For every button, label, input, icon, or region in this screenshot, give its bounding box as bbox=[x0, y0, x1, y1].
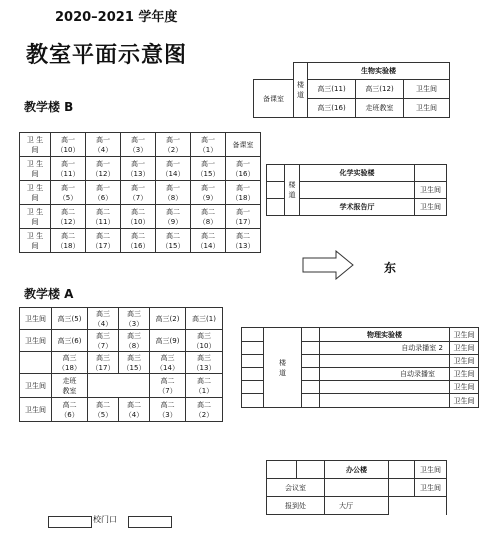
restroom: 卫生间 bbox=[20, 398, 52, 422]
physics-restroom: 卫生间 bbox=[450, 355, 479, 368]
classroom: 高三(5) bbox=[52, 308, 88, 330]
flex-classroom: 走班 教室 bbox=[52, 374, 88, 398]
classroom: 高二 （17） bbox=[86, 229, 121, 253]
chemistry-corridor: 楼 道 bbox=[285, 165, 300, 216]
classroom: 高二 （2） bbox=[186, 398, 223, 422]
east-label: 东 bbox=[384, 261, 397, 275]
physics-restroom: 卫生间 bbox=[450, 381, 479, 394]
building-b-row bbox=[20, 133, 261, 157]
restroom: 卫 生 间 bbox=[20, 157, 51, 181]
classroom: 高二 （3） bbox=[150, 398, 186, 422]
classroom: 高一 （12） bbox=[86, 157, 121, 181]
building-b-label: 教学楼 B bbox=[24, 100, 74, 114]
restroom: 卫生间 bbox=[20, 374, 52, 398]
page-title: 教室平面示意图 bbox=[26, 42, 188, 68]
biology-corridor: 楼 道 bbox=[294, 63, 308, 118]
classroom: 高三(2) bbox=[150, 308, 186, 330]
restroom: 卫生间 bbox=[20, 330, 52, 352]
classroom: 高一 （17） bbox=[226, 205, 261, 229]
building-b-row bbox=[20, 205, 261, 229]
east-arrow-icon bbox=[302, 250, 354, 280]
building-b-row bbox=[20, 181, 261, 205]
building-b-row bbox=[20, 157, 261, 181]
restroom: 卫 生 间 bbox=[20, 181, 51, 205]
classroom: 高一 （10） bbox=[51, 133, 86, 157]
classroom: 高三 （17） bbox=[88, 352, 119, 374]
gate-right-block bbox=[128, 516, 172, 528]
classroom: 高二 （10） bbox=[121, 205, 156, 229]
year-heading: 2020–2021 学年度 bbox=[55, 10, 178, 25]
chemistry-restroom: 卫生间 bbox=[415, 199, 447, 216]
classroom: 高二 （1） bbox=[186, 374, 223, 398]
classroom: 高二 （13） bbox=[226, 229, 261, 253]
physics-restroom: 卫生间 bbox=[450, 394, 479, 408]
physics-corridor: 楼 道 bbox=[264, 328, 302, 408]
classroom: 高二 （16） bbox=[121, 229, 156, 253]
classroom: 高三 （15） bbox=[119, 352, 150, 374]
biology-title: 生物实验楼 bbox=[308, 63, 450, 80]
office-restroom: 卫生间 bbox=[415, 461, 447, 479]
chemistry-building-table bbox=[266, 164, 447, 216]
restroom: 卫 生 间 bbox=[20, 133, 51, 157]
classroom: 高一 （8） bbox=[156, 181, 191, 205]
classroom: 高三 （10） bbox=[186, 330, 223, 352]
biology-restroom: 卫生间 bbox=[404, 99, 450, 118]
classroom: 高一 （9） bbox=[191, 181, 226, 205]
lobby: 大厅 bbox=[325, 497, 389, 515]
classroom: 高一 （6） bbox=[86, 181, 121, 205]
classroom: 高一 （13） bbox=[121, 157, 156, 181]
office-restroom: 卫生间 bbox=[415, 479, 447, 497]
classroom: 高三 （4） bbox=[88, 308, 119, 330]
classroom: 高一 （14） bbox=[156, 157, 191, 181]
classroom: 高三 （8） bbox=[119, 330, 150, 352]
chemistry-title: 化学实验楼 bbox=[300, 165, 415, 182]
classroom: 高二 （5） bbox=[88, 398, 119, 422]
physics-restroom: 卫生间 bbox=[450, 368, 479, 381]
classroom: 高一 （1） bbox=[191, 133, 226, 157]
classroom: 高二 （8） bbox=[191, 205, 226, 229]
classroom: 高二 （14） bbox=[191, 229, 226, 253]
classroom: 高二 （12） bbox=[51, 205, 86, 229]
reception-desk: 报到处 bbox=[267, 497, 325, 515]
classroom: 高二 （18） bbox=[51, 229, 86, 253]
restroom: 卫生间 bbox=[20, 308, 52, 330]
physics-building-table bbox=[241, 327, 479, 408]
building-a-label: 教学楼 A bbox=[24, 287, 74, 301]
classroom: 高二 （11） bbox=[86, 205, 121, 229]
building-b-table bbox=[19, 132, 261, 253]
biology-room: 高三(16) bbox=[308, 99, 356, 118]
classroom: 高三 （13） bbox=[186, 352, 223, 374]
biology-building-table bbox=[253, 62, 450, 118]
recording-room-2: 自动录播室 2 bbox=[320, 342, 450, 355]
classroom: 高一 （15） bbox=[191, 157, 226, 181]
recording-room: 自动录播室 bbox=[320, 368, 450, 381]
classroom: 高三 （18） bbox=[52, 352, 88, 374]
chemistry-restroom: 卫生间 bbox=[415, 182, 447, 199]
meeting-room: 会议室 bbox=[267, 479, 325, 497]
classroom: 高二 （6） bbox=[52, 398, 88, 422]
classroom: 高三(9) bbox=[150, 330, 186, 352]
classroom: 高三 （14） bbox=[150, 352, 186, 374]
biology-restroom: 卫生间 bbox=[404, 80, 450, 99]
classroom: 高一 （11） bbox=[51, 157, 86, 181]
classroom: 高二 （15） bbox=[156, 229, 191, 253]
classroom: 高一 （5） bbox=[51, 181, 86, 205]
building-a-table bbox=[19, 307, 223, 422]
lecture-hall: 学术报告厅 bbox=[300, 199, 415, 216]
classroom: 高二 （9） bbox=[156, 205, 191, 229]
biology-prep-room: 备课室 bbox=[254, 80, 294, 118]
classroom: 高一 （7） bbox=[121, 181, 156, 205]
office-title: 办公楼 bbox=[325, 461, 389, 479]
classroom: 高一 （16） bbox=[226, 157, 261, 181]
restroom: 卫 生 间 bbox=[20, 205, 51, 229]
biology-room: 走班教室 bbox=[356, 99, 404, 118]
classroom: 高二 （4） bbox=[119, 398, 150, 422]
gate-left-block bbox=[48, 516, 92, 528]
classroom: 高一 （4） bbox=[86, 133, 121, 157]
classroom: 高三(6) bbox=[52, 330, 88, 352]
biology-room: 高三(11) bbox=[308, 80, 356, 99]
classroom: 高三(1) bbox=[186, 308, 223, 330]
physics-restroom: 卫生间 bbox=[450, 342, 479, 355]
classroom: 高一 （2） bbox=[156, 133, 191, 157]
physics-title: 物理实验楼 bbox=[320, 328, 450, 342]
classroom: 高三 （3） bbox=[119, 308, 150, 330]
building-b-row bbox=[20, 229, 261, 253]
gate-label: 校门口 bbox=[93, 515, 117, 524]
office-building-table bbox=[266, 460, 447, 515]
prep-room: 备课室 bbox=[226, 133, 261, 157]
classroom: 高二 （7） bbox=[150, 374, 186, 398]
physics-restroom: 卫生间 bbox=[450, 328, 479, 342]
restroom: 卫 生 间 bbox=[20, 229, 51, 253]
classroom: 高三 （7） bbox=[88, 330, 119, 352]
classroom: 高一 （18） bbox=[226, 181, 261, 205]
biology-room: 高三(12) bbox=[356, 80, 404, 99]
classroom: 高一 （3） bbox=[121, 133, 156, 157]
